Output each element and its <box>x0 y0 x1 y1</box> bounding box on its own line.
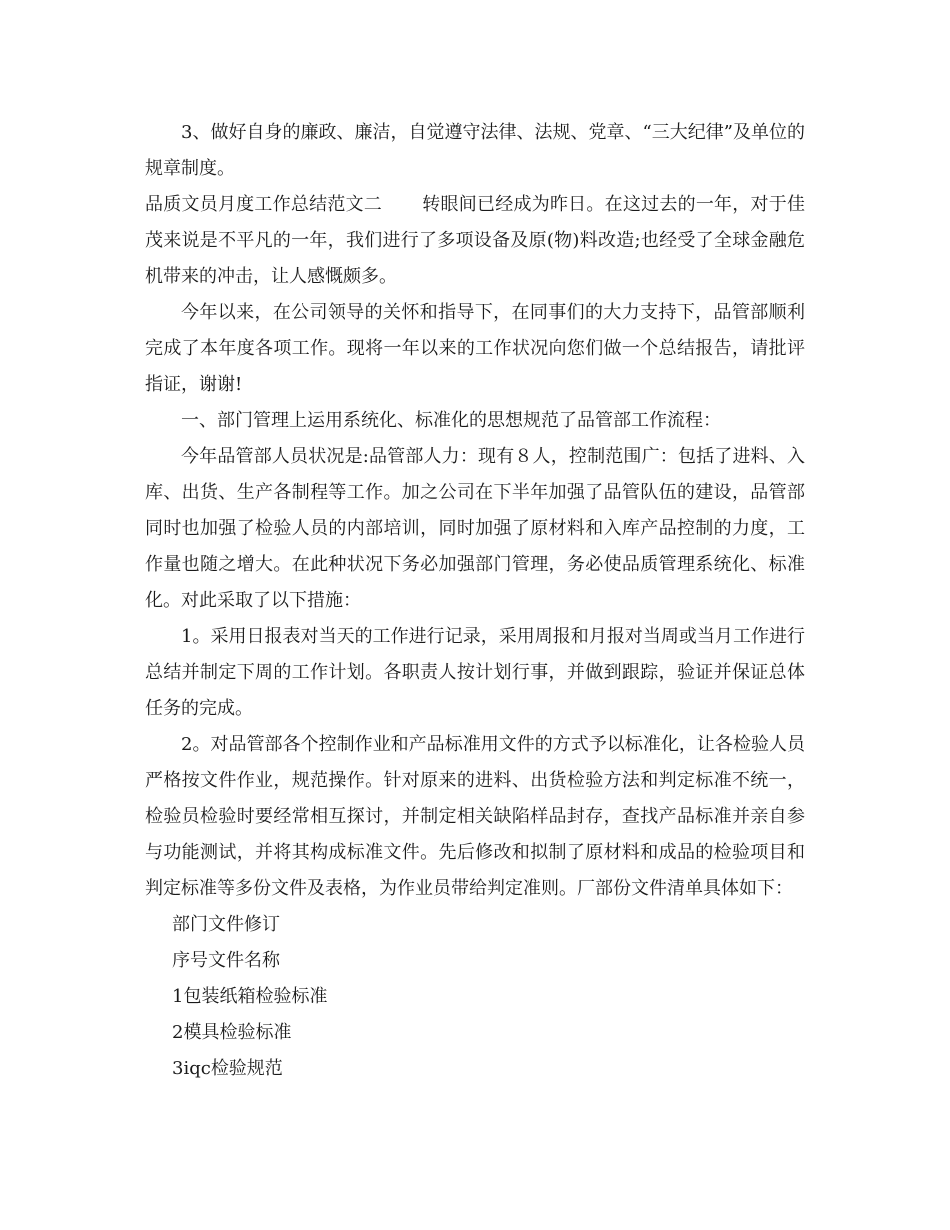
section-title: 品质文员月度工作总结范文二 <box>145 194 383 215</box>
paragraph-measure-1: 1。采用日报表对当天的工作进行记录，采用周报和月报对当周或当月工作进行总结并制定下周的工作计划。各职责人按计划行事，并做到跟踪，验证并保证总体任务的完成。 <box>145 626 805 719</box>
list-item: 3iqc检验规范 <box>172 1058 283 1079</box>
paragraph-integrity: 3、做好自身的廉政、廉洁，自觉遵守法律、法规、党章、“三大纪律”及单位的规章制度。 <box>145 122 805 179</box>
paragraph-heading-1: 一、部门管理上运用系统化、标准化的思想规范了品管部工作流程： <box>181 410 721 431</box>
paragraph-summary: 今年以来，在公司领导的关怀和指导下，在同事们的大力支持下，品管部顺利完成了本年度各项工作。现将一年以来的工作状况向您们做一个总结报告，请批评指证，谢谢! <box>145 302 805 395</box>
list-item: 1包装纸箱检验标准 <box>172 986 328 1007</box>
paragraph-title-intro <box>145 187 805 295</box>
list-item: 序号文件名称 <box>172 950 280 971</box>
paragraph-staff: 今年品管部人员状况是:品管部人力：现有８人，控制范围广：包括了进料、入库、出货、生产各制程等工作。加之公司在下半年加强了品管队伍的建设，品管部同时也加强了检验人员的内部培训，同时加强了原材料和入库产品控制的力度，工作量也随之增大。在此种状况下务必加强部门管理，务必使品质管理系统化、标准化。对此采取了以下措施： <box>145 446 805 611</box>
list-item: 部门文件修订 <box>172 914 280 935</box>
document-body <box>145 115 805 1087</box>
paragraph-measure-2: 2。对品管部各个控制作业和产品标准用文件的方式予以标准化，让各检验人员严格按文件作业，规范操作。针对原来的进料、出货检验方法和判定标准不统一，检验员检验时要经常相互探讨，并制定相关缺陷样品封存，查找产品标准并亲自参与功能测试，并将其构成标准文件。先后修改和拟制了原材料和成品的检验项目和判定标准等多份文件及表格，为作业员带给判定准则。厂部份文件清单具体如下： <box>145 734 805 899</box>
intro-text: 转眼间已经成为昨日。在这过去的一年，对于佳茂来说是不平凡的一年，我们进行了多项设备及原(物)料改造;也经受了全球金融危机带来的冲击，让人感慨颇多。 <box>145 194 806 287</box>
list-item: 2模具检验标准 <box>172 1022 292 1043</box>
